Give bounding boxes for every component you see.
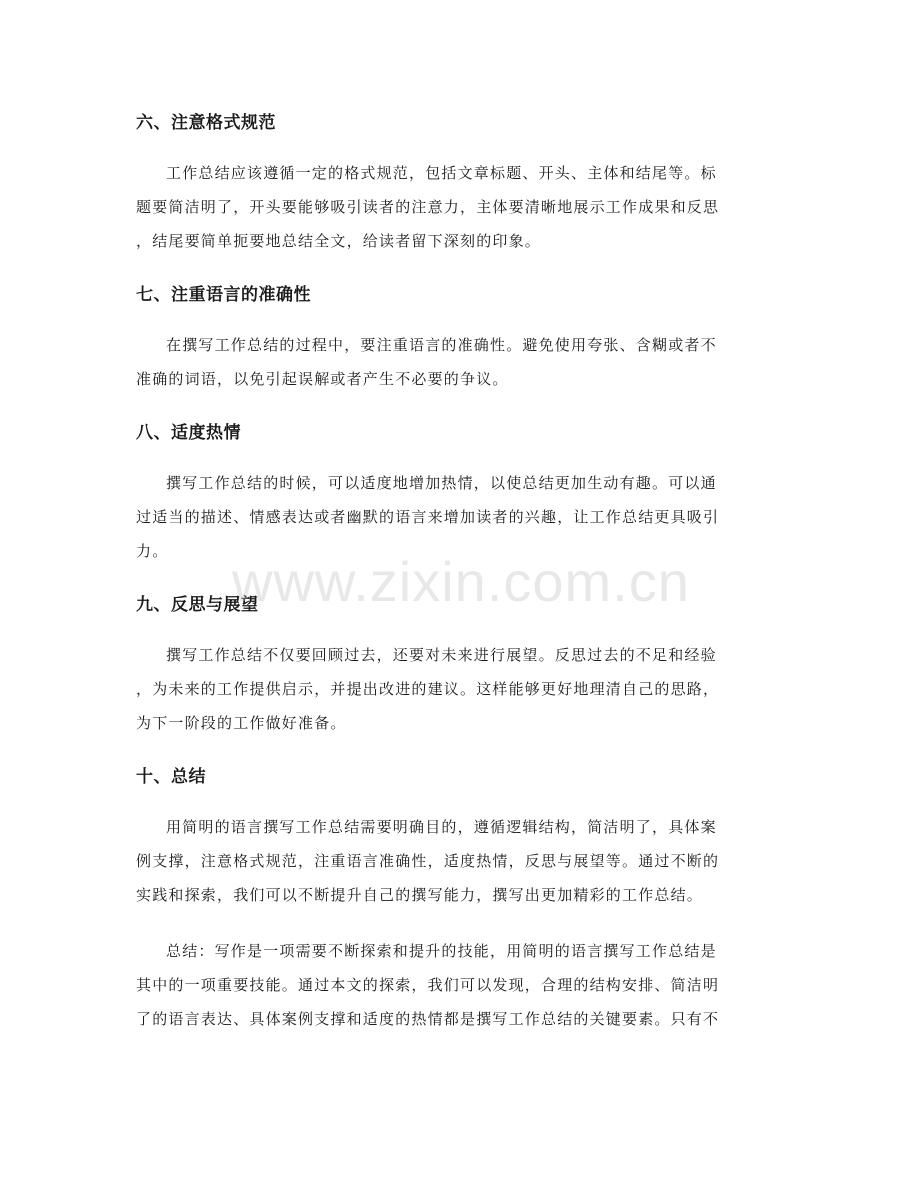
paragraph-line: 准确的词语，以免引起误解或者产生不必要的争议。 (136, 370, 509, 388)
section-heading-7: 七、注重语言的准确性 (136, 285, 311, 305)
paragraph-line: 题要简洁明了，开头要能够吸引读者的注意力，主体要清晰地展示工作成果和反思 (136, 198, 720, 216)
section-heading-6: 六、注意格式规范 (136, 113, 276, 133)
section-heading-8: 八、适度热情 (136, 423, 241, 443)
paragraph-line: 例支撑，注意格式规范，注重语言准确性，适度热情，反思与展望等。通过不断的 (136, 852, 720, 870)
paragraph-line: 力。 (136, 542, 169, 560)
paragraph-line: 撰写工作总结不仅要回顾过去，还要对未来进行展望。反思过去的不足和经验 (166, 646, 717, 664)
paragraph-line: 了的语言表达、具体案例支撑和适度的热情都是撰写工作总结的关键要素。只有不 (136, 1010, 720, 1028)
paragraph-line: 过适当的描述、情感表达或者幽默的语言来增加读者的兴趣，让工作总结更具吸引 (136, 508, 720, 526)
document-page (136, 108, 786, 1036)
paragraph-line: 用简明的语言撰写工作总结需要明确目的，遵循逻辑结构，简洁明了，具体案 (166, 818, 717, 836)
paragraph-line: ，结尾要简单扼要地总结全文，给读者留下深刻的印象。 (136, 232, 542, 250)
section-paragraph-6 (136, 156, 786, 258)
paragraph-line: ，为未来的工作提供启示，并提出改进的建议。这样能够更好地理清自己的思路， (136, 680, 720, 698)
paragraph-line: 撰写工作总结的时候，可以适度地增加热情，以使总结更加生动有趣。可以通 (166, 474, 717, 492)
section-paragraph-8 (136, 466, 786, 568)
paragraph-line: 在撰写工作总结的过程中，要注重语言的准确性。避免使用夸张、含糊或者不 (166, 336, 717, 354)
closing-paragraph (136, 934, 786, 1036)
section-paragraph-9 (136, 638, 786, 740)
section-paragraph-10 (136, 810, 786, 912)
watermark-text: www.zixin.com.cn (232, 550, 690, 613)
paragraph-line: 为下一阶段的工作做好准备。 (136, 714, 347, 732)
section-paragraph-7 (136, 328, 786, 396)
section-heading-9: 九、反思与展望 (136, 595, 259, 615)
section-heading-10: 十、总结 (136, 767, 206, 787)
paragraph-line: 其中的一项重要技能。通过本文的探索，我们可以发现，合理的结构安排、简洁明 (136, 976, 720, 994)
paragraph-line: 实践和探索，我们可以不断提升自己的撰写能力，撰写出更加精彩的工作总结。 (136, 886, 704, 904)
paragraph-line: 总结：写作是一项需要不断探索和提升的技能，用简明的语言撰写工作总结是 (166, 942, 717, 960)
paragraph-line: 工作总结应该遵循一定的格式规范，包括文章标题、开头、主体和结尾等。标 (166, 164, 717, 182)
